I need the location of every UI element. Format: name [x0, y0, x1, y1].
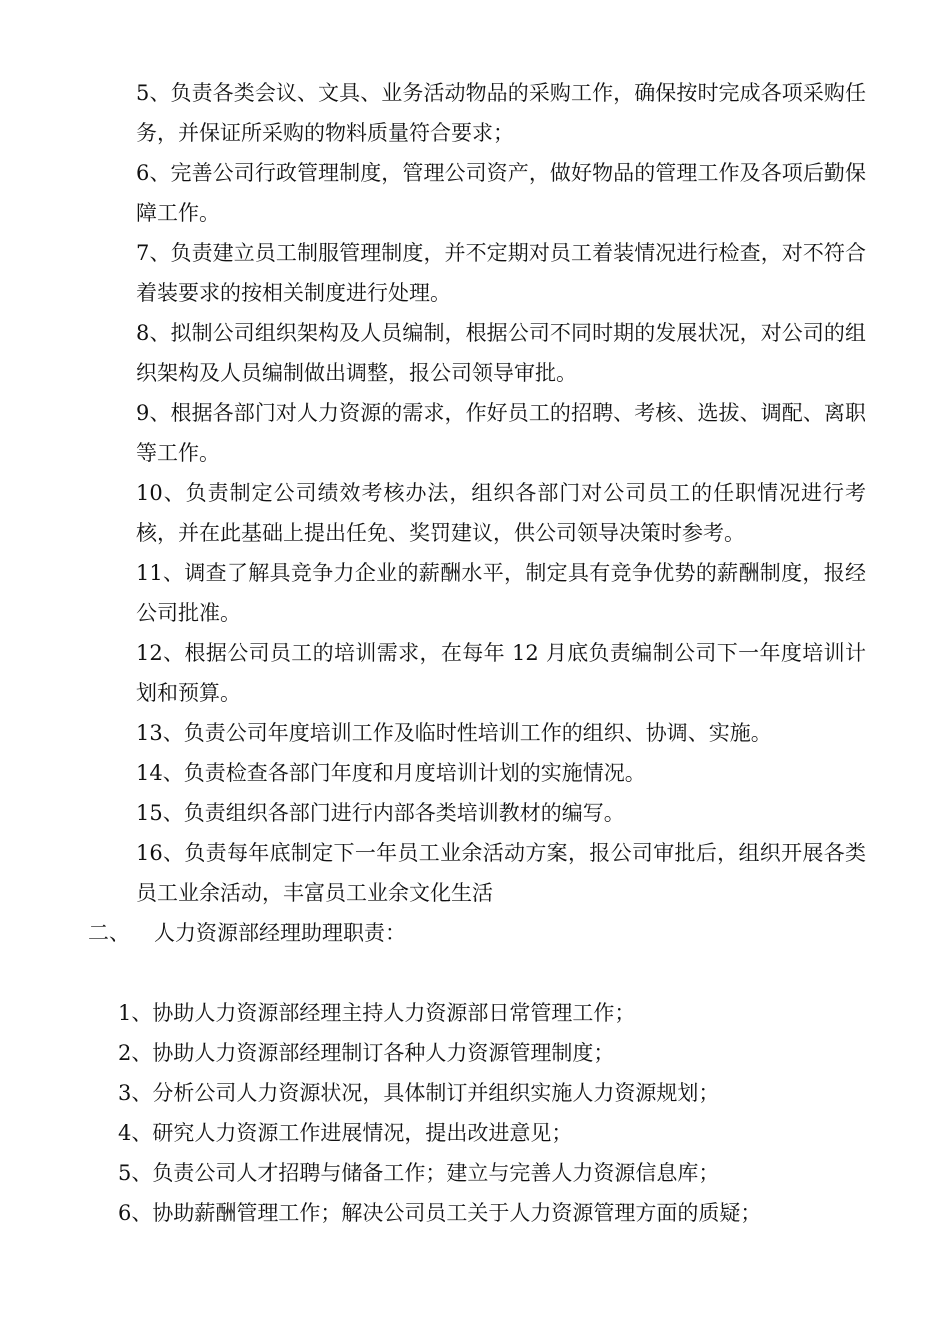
duty-item-11: 11、调查了解具竞争力企业的薪酬水平，制定具有竞争优势的薪酬制度，报经公司批准。	[136, 561, 866, 625]
assistant-duty-3: 3、分析公司人力资源状况，具体制订并组织实施人力资源规划；	[118, 1081, 720, 1105]
section-title: 人力资源部经理助理职责：	[154, 921, 406, 945]
duty-item-7: 7、负责建立员工制服管理制度，并不定期对员工着装情况进行检查，对不符合着装要求的按相关制度进行处理。	[136, 241, 866, 305]
duty-item-14: 14、负责检查各部门年度和月度培训计划的实施情况。	[136, 761, 646, 785]
duty-item-8: 8、拟制公司组织架构及人员编制，根据公司不同时期的发展状况，对公司的组织架构及人员编制做出调整，报公司领导审批。	[136, 321, 866, 385]
duty-item-5: 5、负责各类会议、文具、业务活动物品的采购工作，确保按时完成各项采购任务，并保证所采购的物料质量符合要求；	[136, 81, 866, 145]
duty-item-6: 6、完善公司行政管理制度，管理公司资产，做好物品的管理工作及各项后勤保障工作。	[136, 161, 866, 225]
duty-item-10: 10、负责制定公司绩效考核办法，组织各部门对公司员工的任职情况进行考核，并在此基础上提出任免、奖罚建议，供公司领导决策时参考。	[136, 481, 866, 545]
assistant-duty-1: 1、协助人力资源部经理主持人力资源部日常管理工作；	[118, 1001, 636, 1025]
assistant-duty-4: 4、研究人力资源工作进展情况，提出改进意见；	[118, 1121, 573, 1145]
assistant-duty-2: 2、协助人力资源部经理制订各种人力资源管理制度；	[118, 1041, 615, 1065]
assistant-duty-5: 5、负责公司人才招聘与储备工作；建立与完善人力资源信息库；	[118, 1161, 720, 1185]
duty-item-13: 13、负责公司年度培训工作及临时性培训工作的组织、协调、实施。	[136, 721, 772, 745]
duty-item-16: 16、负责每年底制定下一年员工业余活动方案，报公司审批后，组织开展各类员工业余活动，丰富员工业余文化生活	[136, 841, 866, 905]
section-number: 二、	[88, 921, 130, 945]
section-heading	[88, 913, 406, 953]
assistant-duty-6: 6、协助薪酬管理工作；解决公司员工关于人力资源管理方面的质疑；	[118, 1201, 762, 1225]
duty-item-15: 15、负责组织各部门进行内部各类培训教材的编写。	[136, 801, 625, 825]
duty-item-9: 9、根据各部门对人力资源的需求，作好员工的招聘、考核、选拔、调配、离职等工作。	[136, 401, 866, 465]
duty-item-12: 12、根据公司员工的培训需求，在每年 12 月底负责编制公司下一年度培训计划和预算。	[136, 641, 866, 705]
